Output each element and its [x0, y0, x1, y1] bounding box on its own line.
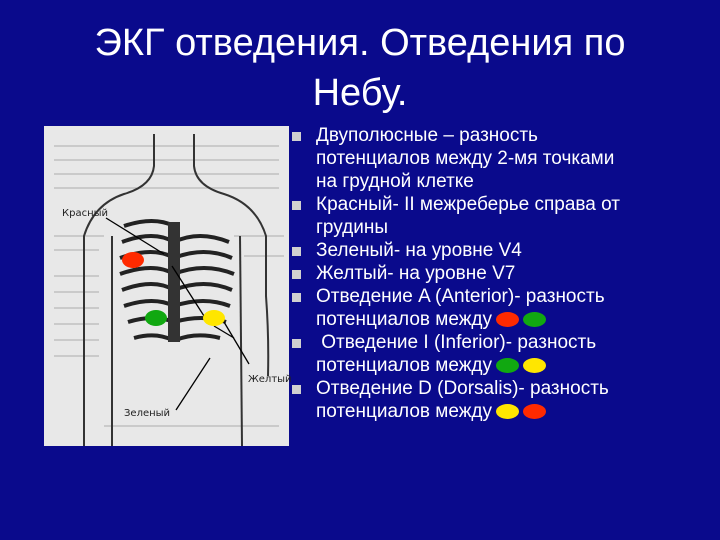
green-dot-icon	[523, 312, 546, 327]
yellow-dot-icon	[496, 404, 519, 419]
square-bullet-icon	[292, 385, 301, 394]
green-electrode	[145, 310, 167, 326]
bullet-item: Отведение D (Dorsalis)- разность потенциалов между	[290, 377, 715, 423]
bullet-list	[290, 124, 715, 423]
bullet-item: Красный- II межреберье справа от грудины	[290, 193, 715, 239]
green-dot-icon	[496, 358, 519, 373]
title-line-2: Небу.	[312, 72, 408, 114]
torso-drawing	[44, 126, 289, 446]
bullet-item: Зеленый- на уровне V4	[290, 239, 715, 262]
square-bullet-icon	[292, 270, 301, 279]
red-dot-icon	[523, 404, 546, 419]
square-bullet-icon	[292, 339, 301, 348]
label-green: Зеленый	[124, 408, 171, 419]
square-bullet-icon	[292, 201, 301, 210]
yellow-dot-icon	[523, 358, 546, 373]
chest-electrode-diagram	[44, 126, 292, 446]
slide-title	[40, 18, 680, 118]
bullet-item: Двуполюсные – разность потенциалов между 2-мя точками на грудной клетке	[290, 124, 715, 193]
square-bullet-icon	[292, 293, 301, 302]
yellow-electrode	[203, 310, 225, 326]
bullet-item: Отведение A (Anterior)- разность потенциалов между	[290, 285, 715, 331]
red-dot-icon	[496, 312, 519, 327]
square-bullet-icon	[292, 132, 301, 141]
red-electrode	[122, 252, 144, 268]
title-line-1: ЭКГ отведения. Отведения по	[94, 22, 626, 64]
square-bullet-icon	[292, 247, 301, 256]
bullet-item: Отведение I (Inferior)- разность потенциалов между	[290, 331, 715, 377]
bullet-item: Желтый- на уровне V7	[290, 262, 715, 285]
label-yellow: Желтый	[248, 374, 292, 385]
label-red: Красный	[62, 208, 109, 219]
